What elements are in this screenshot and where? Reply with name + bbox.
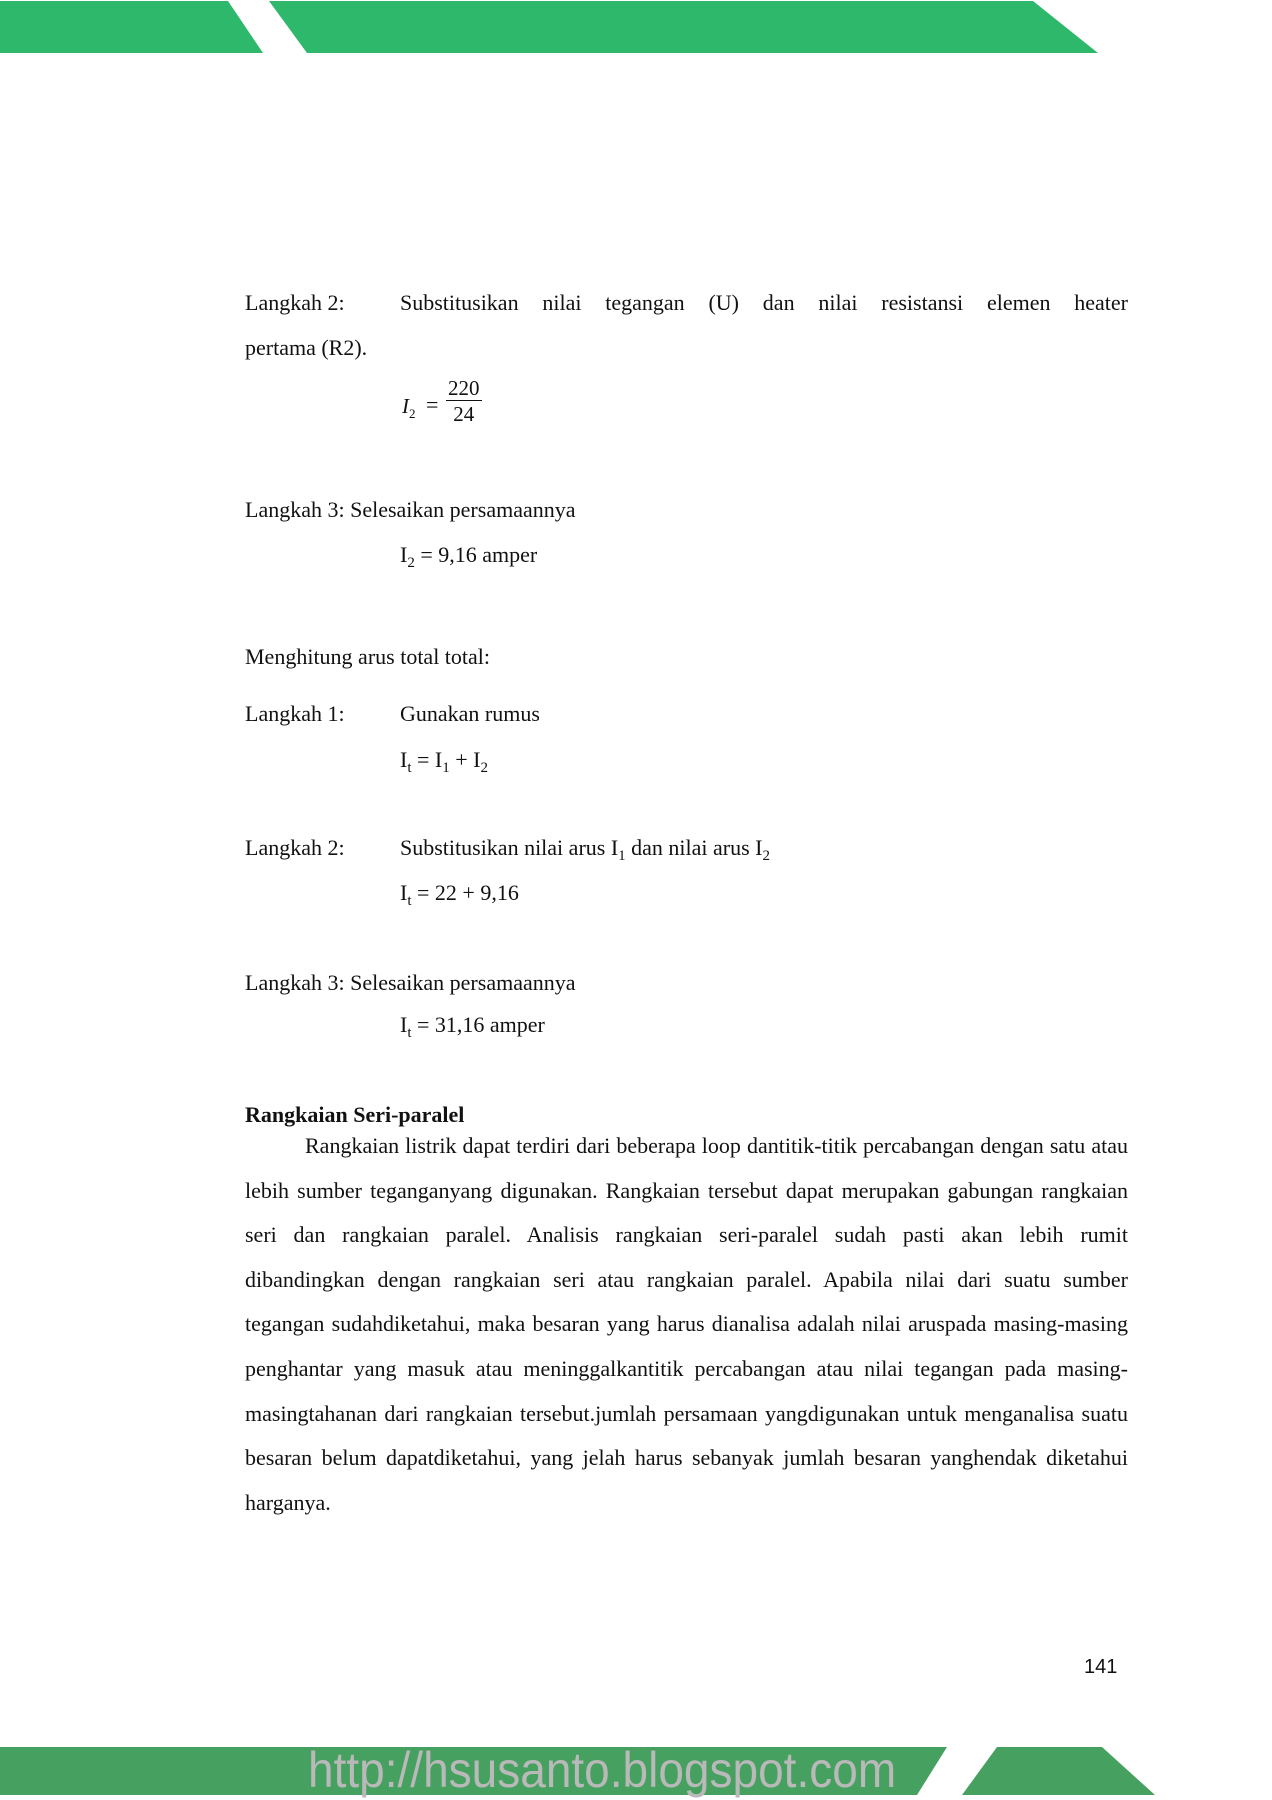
s2-result-value: = 31,16 amper bbox=[411, 1012, 545, 1037]
s2-step2-text bbox=[400, 835, 770, 864]
formula-lhs-var: I bbox=[402, 394, 409, 418]
formula-c-sub: 2 bbox=[480, 760, 488, 776]
s2-result bbox=[400, 1012, 545, 1041]
formula-total-current bbox=[400, 747, 488, 776]
result-value: = 9,16 amper bbox=[414, 542, 538, 567]
formula-numerator: 220 bbox=[448, 376, 480, 400]
formula-equals: = bbox=[426, 392, 439, 417]
result-i2 bbox=[400, 542, 537, 571]
header-band-right bbox=[269, 1, 1098, 53]
section2-title: Menghitung arus total total: bbox=[245, 644, 491, 669]
result-var: I bbox=[400, 542, 408, 567]
s2-step2-label: Langkah 2: bbox=[245, 835, 345, 860]
formula-b-sub: 1 bbox=[442, 760, 450, 776]
formula-lhs-sub: 2 bbox=[409, 406, 416, 421]
s2-result-var: I bbox=[400, 1012, 408, 1037]
body-paragraph: Rangkaian listrik dapat terdiri dari beberapa loop dantitik-titik percabangan dengan satu atau lebih sumber teganganyang digunakan. Rangkaian tersebut dapat merupakan gabungan rangkaian seri dan rangkaian paralel. Analisis rangkaian seri-paralel sudah pasti akan lebih rumit dibandingkan dengan rangkaian seri atau rangkaian paralel. Apabila nilai dari suatu sumber tegangan sudahdiketahui, maka besaran yang harus dianalisa adalah nilai aruspada masing-masing penghantar yang masuk atau meninggalkantitik percabangan atau nilai tegangan pada masing-masingtahanan dari rangkaian tersebut.jumlah persamaan yangdigunakan untuk menganalisa suatu besaran belum dapatdiketahui, yang jelah harus sebanyak jumlah besaran yanghendak diketahui harganya. bbox=[245, 1133, 1128, 1515]
formula-fraction bbox=[446, 376, 482, 427]
s2-step1-label: Langkah 1: bbox=[245, 701, 345, 726]
step2-continuation: pertama (R2). bbox=[245, 335, 368, 360]
step2-label: Langkah 2: bbox=[245, 290, 345, 315]
s2-step2-sub1: 1 bbox=[618, 848, 626, 864]
step3-text: Langkah 3: Selesaikan persamaannya bbox=[245, 497, 576, 522]
header-band-left bbox=[0, 1, 263, 53]
sub-eq-var: I bbox=[400, 880, 408, 905]
formula-a: I bbox=[400, 747, 408, 772]
header-band bbox=[0, 0, 1272, 60]
formula-a-sub: t bbox=[407, 760, 412, 776]
footer-band-right bbox=[962, 1747, 1155, 1795]
sub-eq-value: = 22 + 9,16 bbox=[411, 880, 519, 905]
section-heading: Rangkaian Seri-paralel bbox=[245, 1102, 465, 1127]
result-sub: 2 bbox=[407, 555, 415, 571]
s2-result-sub: t bbox=[407, 1025, 412, 1041]
s2-step3-text: Langkah 3: Selesaikan persamaannya bbox=[245, 970, 576, 995]
s2-substituted-eq bbox=[400, 880, 519, 909]
s2-step2-text-a: Substitusikan nilai arus I bbox=[400, 835, 619, 860]
step2-text: Substitusikan nilai tegangan (U) dan nilai resistansi elemen heater bbox=[400, 290, 1128, 315]
watermark-url: http://hsusanto.blogspot.com bbox=[308, 1742, 897, 1798]
s2-step1-text: Gunakan rumus bbox=[400, 701, 540, 726]
s2-step2-sub2: 2 bbox=[762, 848, 771, 864]
sub-eq-sub: t bbox=[407, 893, 412, 909]
formula-eq: = I bbox=[411, 747, 443, 772]
formula-lhs bbox=[402, 393, 416, 422]
page-number: 141 bbox=[1084, 1656, 1118, 1678]
formula-plus: + I bbox=[449, 747, 481, 772]
formula-denominator: 24 bbox=[446, 400, 482, 427]
s2-step2-text-b: dan nilai arus I bbox=[625, 835, 763, 860]
